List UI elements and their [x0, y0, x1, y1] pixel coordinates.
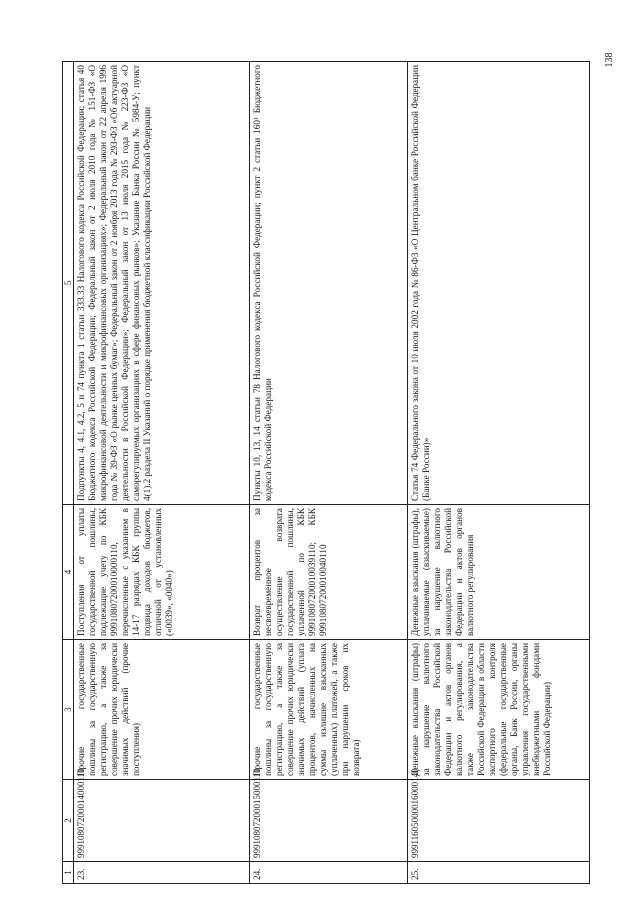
header-col-3: 3	[63, 640, 74, 780]
legal-basis: Пункты 10, 13, 14 статьи 78 Налогового кодекса Российской Федерации; пункт 2 статьи 160¹ Бюджетного кодекса Российской Федерации	[250, 62, 408, 505]
rotated-table-sheet	[62, 62, 590, 884]
header-row	[63, 62, 74, 884]
row-number: 25.	[408, 862, 590, 884]
table-row	[250, 62, 408, 884]
row-number: 24.	[250, 862, 408, 884]
table-row	[408, 62, 590, 884]
table-row	[74, 62, 250, 884]
revenue-classification-table	[62, 61, 590, 884]
kbk-code: 99910807200014000110	[74, 780, 250, 862]
header-col-2: 2	[63, 780, 74, 862]
header-col-5: 5	[63, 62, 74, 505]
row-number: 23.	[74, 862, 250, 884]
revenue-name: Прочие государственные пошлины за государственную регистрацию, а также за совершение прочих юридически значимых действий (прочие поступления)	[74, 640, 250, 780]
revenue-description: Денежные взыскания (штрафы), уплачиваемые (взыскиваемые) за нарушение валютного законодательства Российской Федерации и актов органов валютного регулирования	[408, 505, 590, 640]
table-rotation-frame	[62, 62, 590, 884]
header-col-1: 1	[63, 862, 74, 884]
legal-basis: Статья 74 Федерального закона от 10 июля 2002 года № 86-ФЗ «О Центральном банке Российской Федерации (Банке России)»	[408, 62, 590, 505]
kbk-code: 99910807200015000110	[250, 780, 408, 862]
page-number: 138	[604, 52, 615, 68]
revenue-description: Поступления от уплаты государственной пошлины, подлежащие учету по КБК 99910807200010000110, перечисленные с указанием в 14-17 разрядах КБК группы подвида доходов бюджетов, отличной от установленных («0039», «0040»)	[74, 505, 250, 640]
header-col-4: 4	[63, 505, 74, 640]
revenue-name: Денежные взыскания (штрафы) за нарушение валютного законодательства Российской Федерации и актов органов валютного регулирования, а также законодательства Российской Федерации в области экспортного контроля (федеральные государственные органы, Банк России, органы управления государственными внебюджетными фондами Российской Федерации)	[408, 640, 590, 780]
kbk-code: 99911605000016000140	[408, 780, 590, 862]
revenue-description: Возврат процентов за несвоевременное осуществление возврата государственной пошлины, уплаченной по КБК 99910807200010039110; КБК 99910807200010040110	[250, 505, 408, 640]
legal-basis: Подпункты 4, 4.1, 4.2, 5 и 74 пункта 1 статьи 333.33 Налогового кодекса Российской Федерации; статья 40 Бюджетного кодекса Российской Федерации; Федеральный закон от 2 июля 2010 года № 151-ФЗ «О микрофинансовой деятельности и микрофинансовых организациях»; Федеральный закон от 22 апреля 1996 года № 39-ФЗ «О рынке ценных бумаг»; Федеральный закон от 2 ноября 2013 года № 293-ФЗ «Об актуарной деятельности в Российской Федерации»; Федеральный закон от 13 июля 2015 года № 223-ФЗ «О саморегулируемых организациях в сфере финансовых рынков»; Указание Банка России № 5984-У; пункт 4(1).2 раздела II Указаний о порядке применения бюджетной классификации Российской Федерации	[74, 62, 250, 505]
revenue-name: Прочие государственные пошлины за государственную регистрацию, а также за совершение прочих юридически значимых действий (уплата процентов, начисленных на суммы излишне взысканных (уплаченных) платежей, а также при нарушении сроков их возврата)	[250, 640, 408, 780]
